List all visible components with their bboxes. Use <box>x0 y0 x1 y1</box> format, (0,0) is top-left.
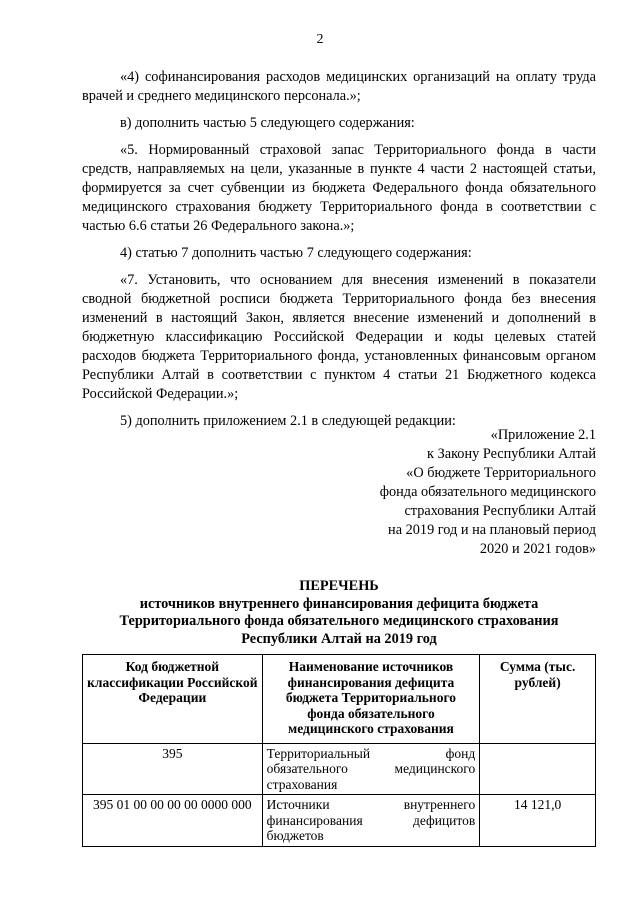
cell-amount <box>480 743 596 795</box>
paragraph-article-7: 4) статью 7 дополнить частью 7 следующего содержания: <box>120 245 472 261</box>
paragraph-4-cofinancing: «4) софинансирования расходов медицинских организаций на оплату труда врачей и среднего медицинского персонала.»; <box>82 69 596 104</box>
list-title <box>82 578 596 648</box>
list-title-line: источников внутреннего финансирования дефицита бюджета <box>139 595 539 612</box>
cell-code: 395 01 00 00 00 00 0000 000 <box>83 795 263 847</box>
cell-name: Источники внутреннего финансирования дефицитов бюджетов <box>262 795 480 847</box>
list-title-line: Республики Алтай на 2019 год <box>241 630 437 647</box>
financing-sources-table <box>82 654 596 847</box>
appendix-line: фонда обязательного медицинского <box>379 484 596 500</box>
page-number: 2 <box>316 32 324 47</box>
cell-name: Территориальный фонд обязательного медицинского страхования <box>262 743 480 795</box>
paragraph-add-appendix: 5) дополнить приложением 2.1 в следующей редакции: <box>120 413 456 429</box>
table-header-row <box>83 655 596 744</box>
appendix-line: «Приложение 2.1 <box>490 427 596 443</box>
cell-code: 395 <box>83 743 263 795</box>
appendix-line: 2020 и 2021 годов» <box>479 541 596 557</box>
header-amount: Сумма (тыс. рублей) <box>480 655 596 744</box>
cell-amount: 14 121,0 <box>480 795 596 847</box>
appendix-line: «О бюджете Территориального <box>406 465 596 481</box>
paragraph-part-7-text: «7. Установить, что основанием для внесения изменений в показатели сводной бюджетной росписи бюджета Территориального фонда без внесения изменений в настоящий Закон, является внесение изменений и дополнений в бюджетную классификацию Российской Федерации и коды целевых статей расходов бюджета Территориального фонда, установленных финансовым органом Республики Алтай в соответствии с пунктом 4 статьи 21 Бюджетного кодекса Российской Федерации.»; <box>82 272 596 402</box>
list-title-line: Территориального фонда обязательного медицинского страхования <box>119 613 559 629</box>
table-row <box>83 795 596 847</box>
appendix-line: на 2019 год и на плановый период <box>388 522 596 538</box>
table-row <box>83 743 596 795</box>
law-amendment-text <box>82 68 596 439</box>
appendix-line: к Закону Республики Алтай <box>427 446 596 462</box>
paragraph-add-part-5: в) дополнить частью 5 следующего содержания: <box>120 115 415 131</box>
appendix-line: страхования Республики Алтай <box>404 503 596 519</box>
paragraph-part-5-text: «5. Нормированный страховой запас Территориального фонда в части средств, направляемых на цели, указанные в пункте 4 части 2 настоящей статьи, формируется за счет субвенции из бюджета Федерального фонда обязательного медицинского страхования бюджету Территориального фонда в соответствии с частью 6.6 статьи 26 Федерального закона.»; <box>82 142 596 234</box>
header-code: Код бюджетной классификации Российской Федерации <box>83 655 263 744</box>
header-name: Наименование источников финансирования дефицита бюджета Территориального фонда обязательного медицинского страхования <box>262 655 480 744</box>
list-heading: ПЕРЕЧЕНЬ <box>299 578 379 594</box>
appendix-reference <box>296 426 596 559</box>
